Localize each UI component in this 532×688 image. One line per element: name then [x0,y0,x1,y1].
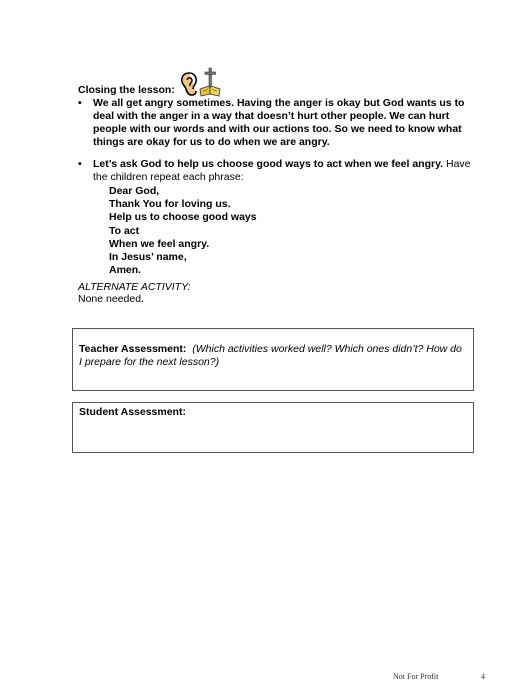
footer-text: Not For Profit [393,672,439,681]
teacher-assessment-prompt: (Which activities worked well? Which ones didn’t? How do I prepare for the next lesson?) [79,343,462,368]
bullet-bold-text: Let’s ask God to help us choose good ways to act when we feel angry. [93,158,444,170]
page-number: 4 [481,672,485,681]
student-assessment-label: Student Assessment: [79,406,186,418]
bullet-plain-text: Have the children repeat each phrase: [93,158,471,183]
teacher-assessment-box[interactable] [72,328,474,391]
prayer-block [109,185,257,277]
bullet-dot: • [78,97,82,109]
bullet-item [78,97,478,149]
prayer-line: Amen. [109,264,142,277]
prayer-line: In Jesus’ name, [109,251,187,264]
bullet-dot: • [78,158,82,170]
bible-cross-icon [199,67,221,97]
closing-title: Closing the lesson: [78,84,175,96]
teacher-assessment-label: Teacher Assessment: [79,343,187,355]
bullet-bold-text: We all get angry sometimes. Having the anger is okay but God wants us to deal with the anger in a way that doesn’t hurt other people. We can hurt people with our words and with our actions too. So we need to know what things are okay for us to do when we are angry. [93,97,465,148]
prayer-line: Thank You for loving us. [109,198,231,211]
student-assessment-box[interactable] [72,402,474,453]
ear-icon [179,71,199,97]
prayer-line: Dear God, [109,185,160,197]
prayer-line: Help us to choose good ways [109,211,257,224]
prayer-line: When we feel angry. [109,237,210,250]
alternate-activity-label: ALTERNATE ACTIVITY: [78,281,191,293]
closing-icons [179,67,221,97]
closing-heading [78,67,221,97]
bullet-text [93,158,478,184]
bullet-item [78,158,478,184]
alternate-activity-text: None needed. [78,293,144,305]
bullet-text [93,97,478,149]
prayer-line: To act [109,224,140,237]
